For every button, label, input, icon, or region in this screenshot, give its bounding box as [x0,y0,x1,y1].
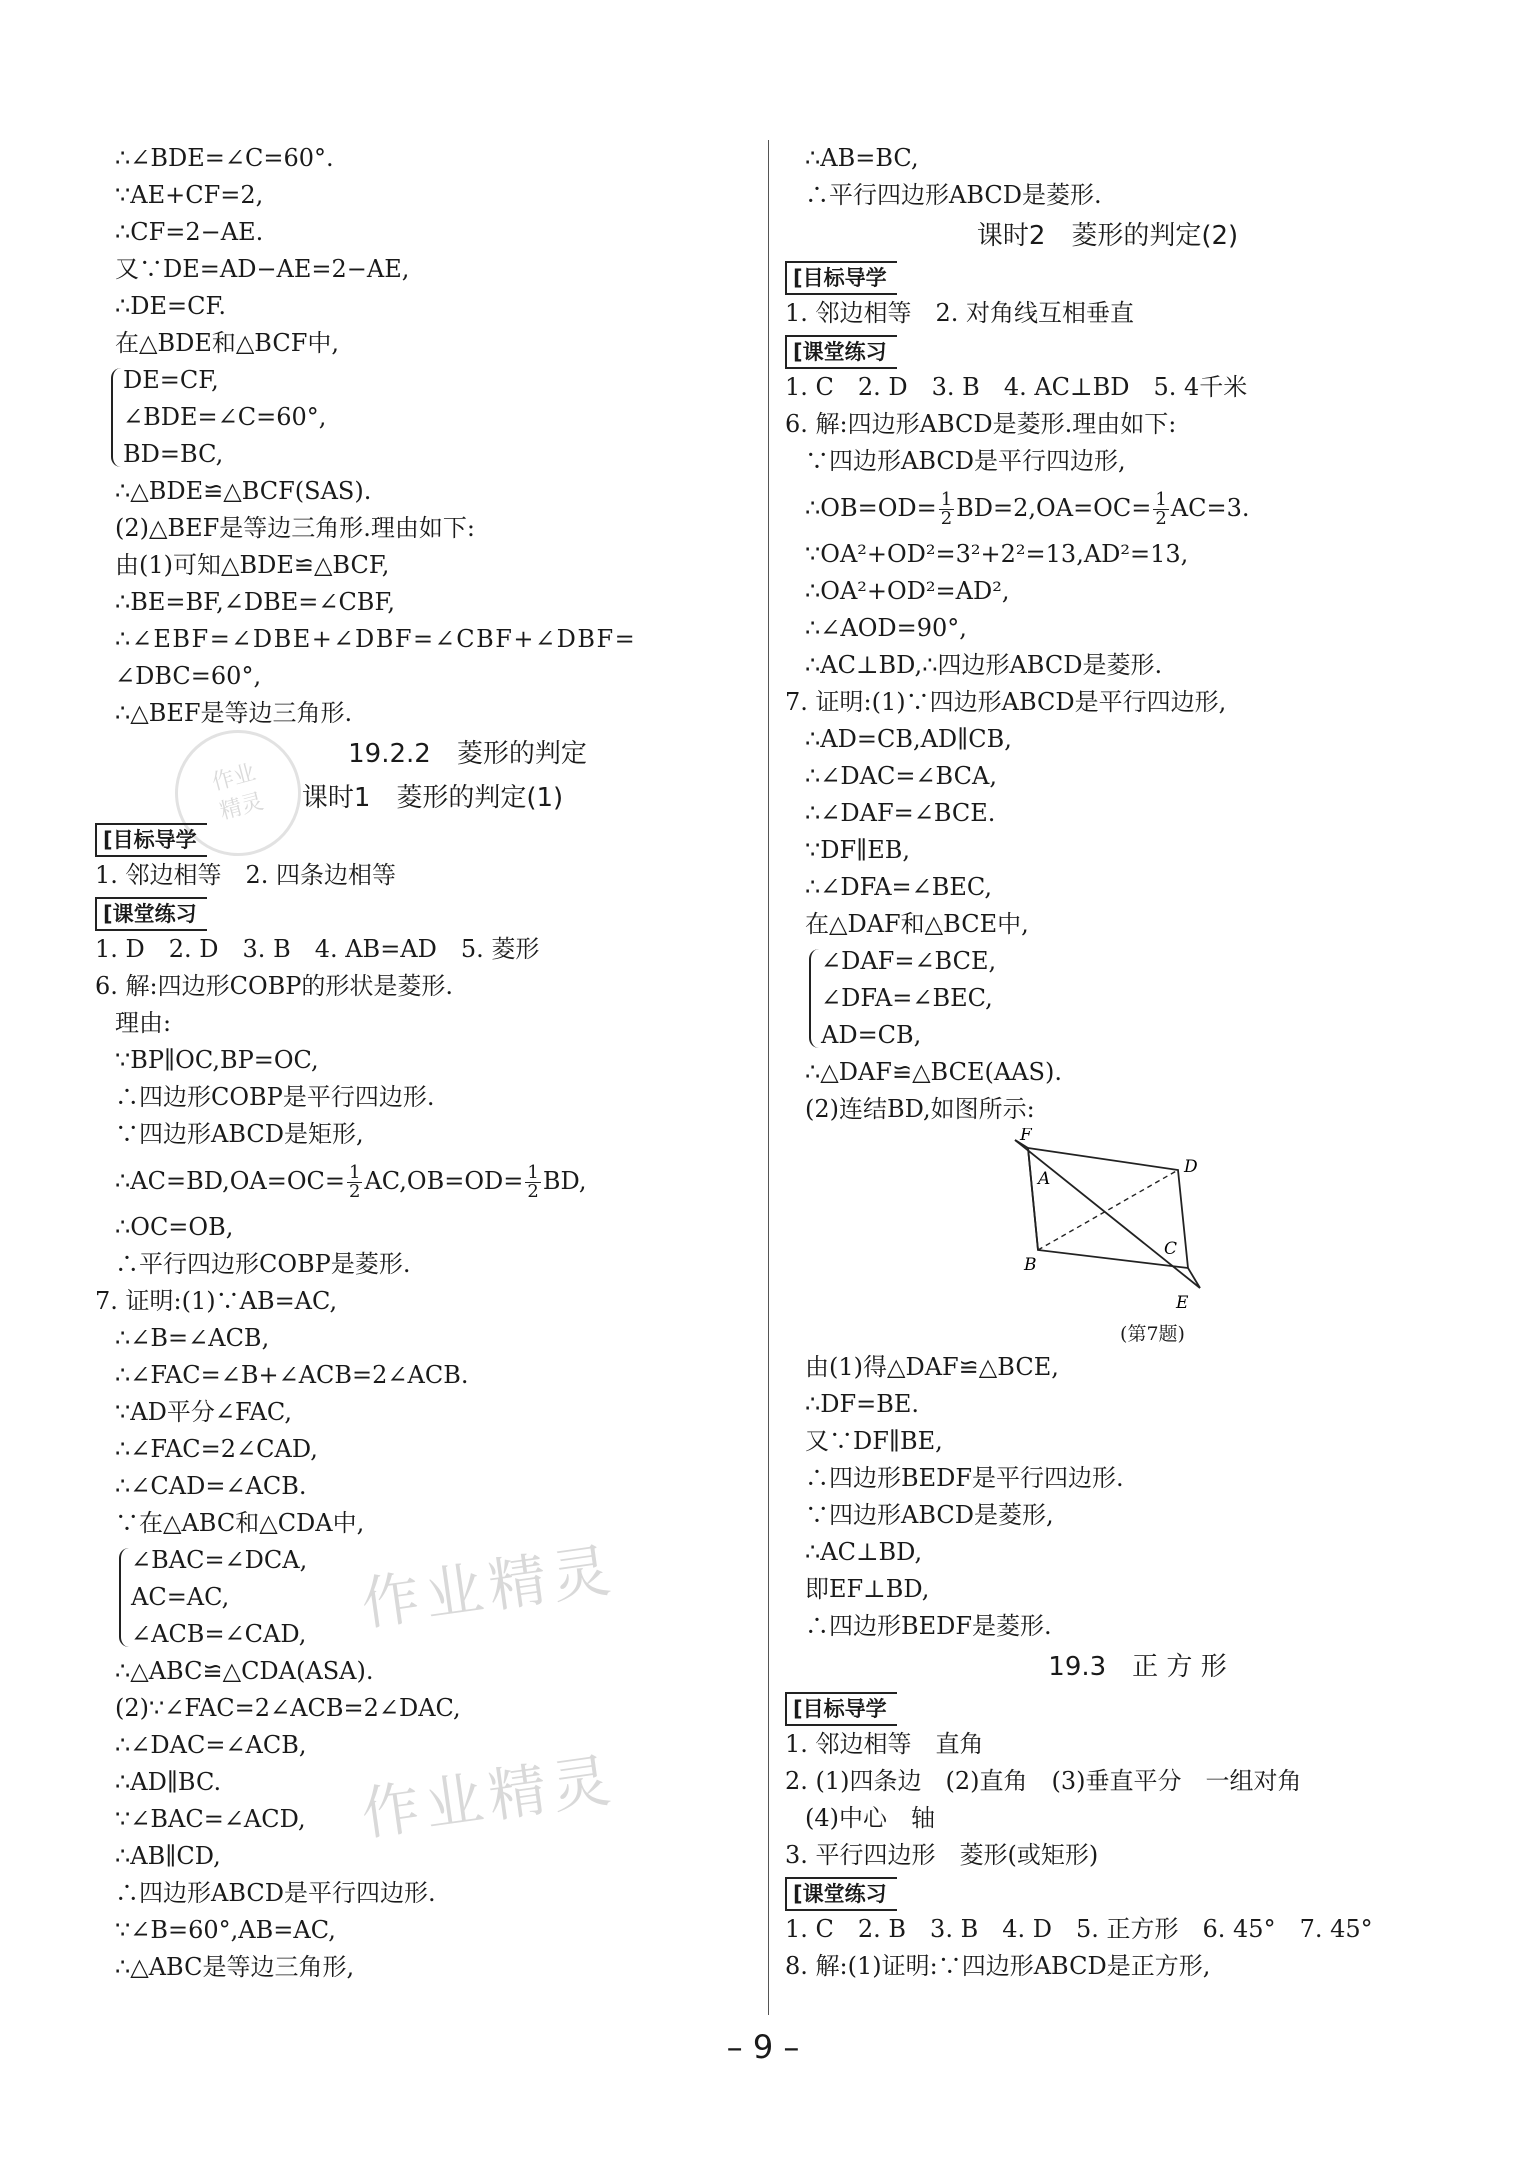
text-line: 理由: [115,1009,172,1037]
section-title: 19.2.2 菱形的判定 [348,739,587,769]
text-line: ∴BE=BF,∠DBE=∠CBF, [115,588,395,616]
text-line: ∵四边形ABCD是平行四边形, [805,447,1126,475]
text-line: 由(1)得△DAF≌△BCE, [805,1353,1059,1381]
text-line: ∴∠FAC=2∠CAD, [115,1435,318,1463]
text-line: ∠ACB=∠CAD, [131,1620,307,1648]
text-line: 1. C 2. B 3. B 4. D 5. 正方形 6. 45° 7. 45° [785,1915,1373,1943]
text-line: ∴OA²+OD²=AD², [805,577,1010,605]
fraction-num: 1 [349,1162,361,1183]
text-line: ∵在△ABC和△CDA中, [115,1509,365,1537]
label-B: B [1024,1255,1037,1275]
practice-tag: [课堂练习 [95,897,207,931]
diagonal-BD [1038,1170,1178,1250]
text-line: ∵四边形ABCD是矩形, [115,1120,364,1148]
text-line: ∴AD=CB,AD∥CB, [805,725,1012,753]
text-line: ∵OA²+OD²=3²+2²=13,AD²=13, [805,540,1189,568]
text-line: (2)△BEF是等边三角形.理由如下: [115,514,475,542]
text-line: 7. 证明:(1)∵四边形ABCD是平行四边形, [785,688,1227,716]
text-line: ∴∠AOD=90°, [805,614,967,642]
text-line: ∴∠DAC=∠ACB, [115,1731,307,1759]
fraction [347,1164,362,1201]
text-line: 1. D 2. D 3. B 4. AB=AD 5. 菱形 [95,935,540,963]
text-line: ∵BP∥OC,BP=OC, [115,1046,319,1074]
text-line: 8. 解:(1)证明:∵四边形ABCD是正方形, [785,1952,1211,1980]
text-line: AD=CB, [821,1021,922,1049]
watermark-1: 作业精灵 [357,1535,621,1639]
text-line: ∴AB∥CD, [115,1842,221,1870]
text-line: ∴∠B=∠ACB, [115,1324,270,1352]
text-line: ∴AC⊥BD, [805,1538,923,1566]
text-line: 在△DAF和△BCE中, [805,910,1029,938]
text-line: 1. C 2. D 3. B 4. AC⊥BD 5. 4千米 [785,373,1248,401]
goal-tag: [目标导学 [785,261,897,295]
goal-line: 2. (1)四条边 (2)直角 (3)垂直平分 一组对角 [785,1767,1302,1795]
page-number: – 9 – [726,2028,800,2066]
text-line: 即EF⊥BD, [805,1575,930,1603]
geometry-figure [1010,1128,1430,1319]
text-line: ∴△DAF≌△BCE(AAS). [805,1058,1062,1086]
text-line: ∠DFA=∠BEC, [821,984,993,1012]
text-line: ∴OC=OB, [115,1213,234,1241]
text-line: 又∵DE=AD−AE=2−AE, [115,255,410,283]
fraction-den: 2 [349,1181,361,1202]
label-A: A [1038,1169,1051,1189]
text-line: ∠BAC=∠DCA, [131,1546,308,1574]
fraction [939,491,954,528]
text-line: ∴四边形BEDF是平行四边形. [805,1464,1124,1492]
text-line: ∴∠DAC=∠BCA, [805,762,997,790]
text-line: 7. 证明:(1)∵AB=AC, [95,1287,338,1315]
eq-part: AC=3. [1170,494,1250,522]
text-line: ∵AD平分∠FAC, [115,1398,292,1426]
text-line: ∵∠BAC=∠ACD, [115,1805,306,1833]
text-line: ∠BDE=∠C=60°, [123,403,327,431]
text-line: ∴∠BDE=∠C=60°. [115,144,334,172]
left-column [95,140,750,1986]
label-C: C [1164,1239,1178,1259]
text-line: ∴AD∥BC. [115,1768,222,1796]
brace-group [123,1542,750,1653]
text-line: ∴∠CAD=∠ACB. [115,1472,307,1500]
fraction-num: 1 [940,489,953,510]
eq-part: ∴AC=BD,OA=OC= [115,1167,345,1195]
text-line: DE=CF, [123,366,219,394]
fraction-num: 1 [527,1162,539,1183]
fraction-den: 2 [940,508,953,529]
text-line: ∴△BDE≌△BCF(SAS). [115,477,372,505]
subsection-title: 课时2 菱形的判定(2) [976,221,1239,251]
text-line: ∵∠B=60°,AB=AC, [115,1916,336,1944]
eq-part: AC,OB=OD= [364,1167,524,1195]
figure-caption: (第7题) [1120,1323,1185,1345]
column-divider [768,140,769,2015]
brace-group [115,362,750,473]
text-line: ∴∠DFA=∠BEC, [805,873,993,901]
text-line: ∴△ABC≌△CDA(ASA). [115,1657,374,1685]
text-line: ∠DBC=60°, [115,662,262,690]
label-E: E [1176,1293,1189,1313]
text-line: ∴AC⊥BD,∴四边形ABCD是菱形. [805,651,1163,679]
goal-tag: [目标导学 [95,823,207,857]
goal-line: (4)中心 轴 [805,1804,935,1832]
text-line: ∴平行四边形COBP是菱形. [115,1250,411,1278]
fraction [1153,491,1168,528]
text-line: ∴四边形COBP是平行四边形. [115,1083,435,1111]
text-line: ∴∠DAF=∠BCE. [805,799,996,827]
text-line: ∴DF=BE. [805,1390,920,1418]
brace-group [813,943,1430,1054]
text-line: ∴∠FAC=∠B+∠ACB=2∠ACB. [115,1361,469,1389]
text-line: ∴平行四边形ABCD是菱形. [805,181,1102,209]
practice-tag: [课堂练习 [785,335,897,369]
brace-icon [119,1548,133,1647]
section-title: 19.3 正 方 形 [1048,1652,1227,1682]
text-line: (2)连结BD,如图所示: [805,1095,1035,1123]
text-line: (2)∵∠FAC=2∠ACB=2∠DAC, [115,1694,461,1722]
brace-icon [809,949,823,1048]
text-line: ∵DF∥EB, [805,836,911,864]
text-line: ∴∠EBF=∠DBE+∠DBF=∠CBF+∠DBF= [115,625,637,653]
text-line: ∴四边形BEDF是菱形. [805,1612,1052,1640]
text-line: ∠DAF=∠BCE, [821,947,997,975]
watermark-stamp: 作业 精灵 [161,716,315,870]
text-line: BD=BC, [123,440,224,468]
watermark-2: 作业精灵 [357,1745,621,1849]
fraction-den: 2 [1155,508,1167,529]
equation-line [785,480,1430,536]
text-line: AC=AC, [131,1583,230,1611]
label-F: F [1020,1128,1032,1145]
eq-part: BD, [542,1167,587,1195]
text-line: 6. 解:四边形ABCD是菱形.理由如下: [785,410,1177,438]
text-line: 又∵DF∥BE, [805,1427,943,1455]
fraction [525,1164,540,1201]
text-line: ∵AE+CF=2, [115,181,264,209]
line-FB [1028,1148,1038,1250]
rhombus-diagram [1010,1128,1210,1313]
text-line: 由(1)可知△BDE≌△BCF, [115,551,390,579]
goal-line: 1. 邻边相等 直角 [785,1730,984,1758]
goal-line: 1. 邻边相等 2. 对角线互相垂直 [785,299,1135,327]
text-line: ∴△BEF是等边三角形. [115,699,353,727]
equation-line [95,1153,750,1209]
right-column [785,140,1430,1985]
text-line: ∴DE=CF. [115,292,227,320]
fraction-den: 2 [527,1181,539,1202]
text-line: ∴AB=BC, [805,144,919,172]
line-E [1188,1268,1200,1288]
text-line: ∵四边形ABCD是菱形, [805,1501,1054,1529]
subsection-title: 课时1 菱形的判定(1) [301,783,564,813]
goal-line: 1. 邻边相等 2. 四条边相等 [95,861,397,889]
text-line: ∴△ABC是等边三角形, [115,1953,355,1981]
text-line: ∴四边形ABCD是平行四边形. [115,1879,436,1907]
practice-tag: [课堂练习 [785,1877,897,1911]
text-line: ∴CF=2−AE. [115,218,264,246]
text-line: 在△BDE和△BCF中, [115,329,340,357]
label-D: D [1184,1157,1198,1177]
eq-part: BD=2,OA=OC= [956,494,1152,522]
text-line: 6. 解:四边形COBP的形状是菱形. [95,972,454,1000]
fraction-num: 1 [1155,489,1167,510]
brace-icon [111,368,125,467]
eq-part: ∴OB=OD= [805,494,937,522]
goal-tag: [目标导学 [785,1692,897,1726]
goal-line: 3. 平行四边形 菱形(或矩形) [785,1841,1099,1869]
